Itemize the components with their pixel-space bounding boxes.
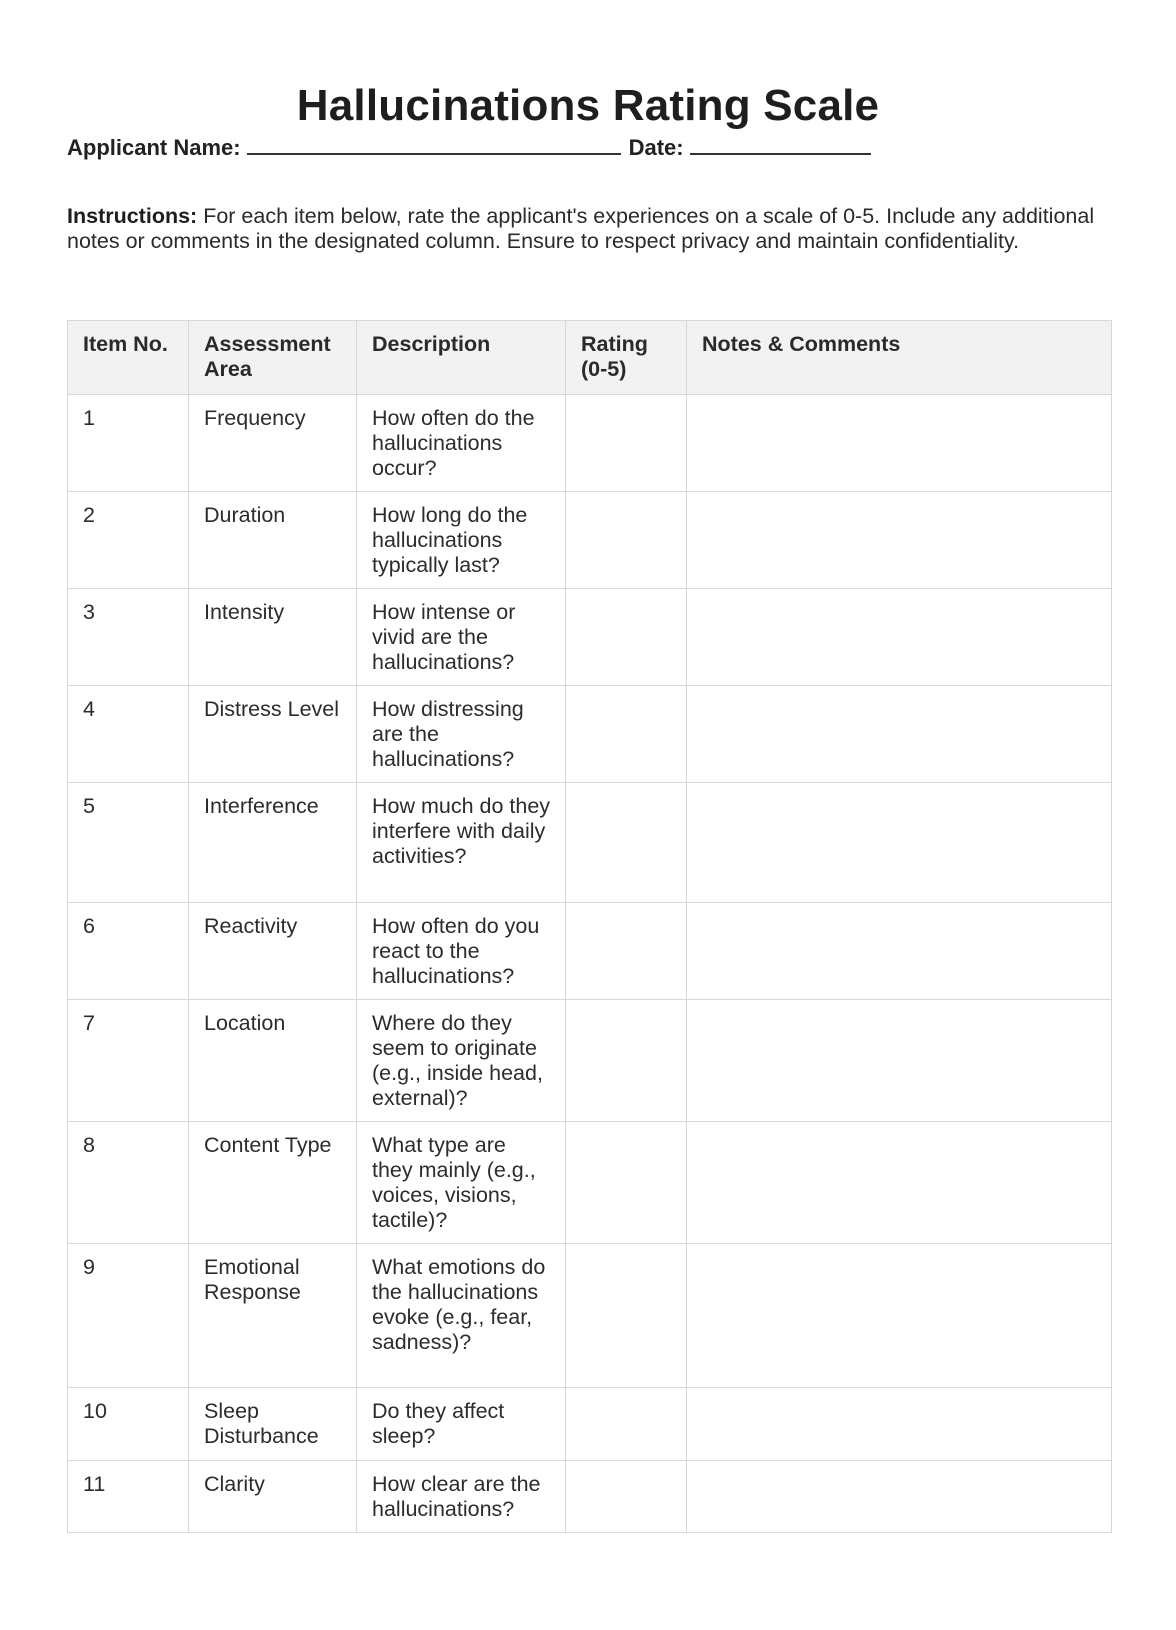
cell-description: What emotions do the hallucinations evoke (e.g., fear, sadness)?: [357, 1244, 566, 1388]
table-row: [68, 1461, 1112, 1533]
cell-rating-input[interactable]: [566, 1000, 687, 1122]
cell-notes-input[interactable]: [687, 1244, 1112, 1388]
applicant-fields: [67, 135, 879, 161]
cell-item-no: 5: [68, 783, 189, 903]
header-notes: Notes & Comments: [687, 321, 1112, 395]
cell-notes-input[interactable]: [687, 1000, 1112, 1122]
cell-rating-input[interactable]: [566, 1388, 687, 1461]
table-row: [68, 1000, 1112, 1122]
table-row: [68, 589, 1112, 686]
cell-notes-input[interactable]: [687, 589, 1112, 686]
table-row: [68, 686, 1112, 783]
rating-table: [67, 320, 1112, 1533]
table-row: [68, 1388, 1112, 1461]
cell-notes-input[interactable]: [687, 1122, 1112, 1244]
cell-assessment-area: Location: [189, 1000, 357, 1122]
table-row: [68, 1122, 1112, 1244]
cell-item-no: 1: [68, 395, 189, 492]
cell-notes-input[interactable]: [687, 686, 1112, 783]
applicant-name-field[interactable]: [247, 135, 621, 155]
cell-description: Where do they seem to originate (e.g., inside head, external)?: [357, 1000, 566, 1122]
cell-item-no: 9: [68, 1244, 189, 1388]
cell-description: How clear are the hallucinations?: [357, 1461, 566, 1533]
cell-notes-input[interactable]: [687, 1388, 1112, 1461]
cell-rating-input[interactable]: [566, 1461, 687, 1533]
cell-item-no: 10: [68, 1388, 189, 1461]
cell-rating-input[interactable]: [566, 395, 687, 492]
cell-rating-input[interactable]: [566, 1244, 687, 1388]
cell-assessment-area: Intensity: [189, 589, 357, 686]
cell-assessment-area: Reactivity: [189, 903, 357, 1000]
header-rating: Rating (0-5): [566, 321, 687, 395]
cell-rating-input[interactable]: [566, 783, 687, 903]
cell-item-no: 11: [68, 1461, 189, 1533]
cell-item-no: 8: [68, 1122, 189, 1244]
cell-notes-input[interactable]: [687, 1461, 1112, 1533]
cell-assessment-area: Emotional Response: [189, 1244, 357, 1388]
header-assessment-area: Assessment Area: [189, 321, 357, 395]
cell-description: How distressing are the hallucinations?: [357, 686, 566, 783]
header-description: Description: [357, 321, 566, 395]
cell-description: How often do the hallucinations occur?: [357, 395, 566, 492]
table-header-row: [68, 321, 1112, 395]
cell-notes-input[interactable]: [687, 492, 1112, 589]
table-body: [68, 395, 1112, 1533]
cell-notes-input[interactable]: [687, 395, 1112, 492]
header-item-no: Item No.: [68, 321, 189, 395]
cell-description: How long do the hallucinations typically last?: [357, 492, 566, 589]
cell-item-no: 7: [68, 1000, 189, 1122]
cell-rating-input[interactable]: [566, 492, 687, 589]
cell-rating-input[interactable]: [566, 589, 687, 686]
table-row: [68, 492, 1112, 589]
cell-notes-input[interactable]: [687, 903, 1112, 1000]
table-row: [68, 783, 1112, 903]
cell-item-no: 2: [68, 492, 189, 589]
cell-item-no: 4: [68, 686, 189, 783]
table-row: [68, 395, 1112, 492]
cell-rating-input[interactable]: [566, 903, 687, 1000]
instructions-text: For each item below, rate the applicant's experiences on a scale of 0-5. Include any additional notes or comments in the designated column. Ensure to respect privacy and maintain confidentiality.: [67, 204, 1095, 253]
cell-description: What type are they mainly (e.g., voices, visions, tactile)?: [357, 1122, 566, 1244]
page-title: Hallucinations Rating Scale: [296, 81, 880, 131]
cell-rating-input[interactable]: [566, 686, 687, 783]
cell-description: How much do they interfere with daily activities?: [357, 783, 566, 903]
cell-description: Do they affect sleep?: [357, 1388, 566, 1461]
cell-assessment-area: Content Type: [189, 1122, 357, 1244]
cell-description: How often do you react to the hallucinations?: [357, 903, 566, 1000]
cell-assessment-area: Distress Level: [189, 686, 357, 783]
cell-assessment-area: Frequency: [189, 395, 357, 492]
applicant-name-label: Applicant Name:: [67, 135, 241, 160]
date-label: Date:: [628, 135, 684, 160]
cell-notes-input[interactable]: [687, 783, 1112, 903]
cell-item-no: 3: [68, 589, 189, 686]
table-row: [68, 1244, 1112, 1388]
instructions: [67, 204, 1117, 254]
instructions-label: Instructions:: [67, 204, 198, 228]
cell-assessment-area: Interference: [189, 783, 357, 903]
cell-assessment-area: Duration: [189, 492, 357, 589]
cell-assessment-area: Clarity: [189, 1461, 357, 1533]
cell-item-no: 6: [68, 903, 189, 1000]
cell-rating-input[interactable]: [566, 1122, 687, 1244]
cell-description: How intense or vivid are the hallucinations?: [357, 589, 566, 686]
cell-assessment-area: Sleep Disturbance: [189, 1388, 357, 1461]
date-field[interactable]: [690, 135, 871, 155]
table-row: [68, 903, 1112, 1000]
